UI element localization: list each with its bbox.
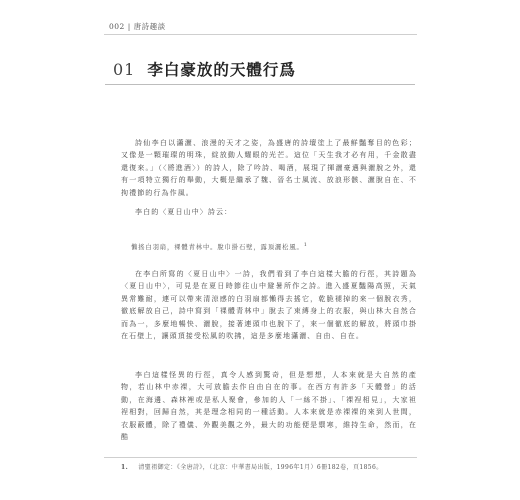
page-number: 002 xyxy=(109,22,125,31)
quote-intro-block xyxy=(121,206,417,218)
chapter-title: 李白豪放的天體行爲 xyxy=(147,60,296,79)
footnote xyxy=(121,462,383,471)
header-rule xyxy=(104,34,417,35)
poem-text: 懶搖白羽扇，裸體青林中。脫巾掛石壁，露頂灑松風。 xyxy=(131,244,304,252)
footnote-number: 1. xyxy=(121,464,129,471)
chapter-number: 01 xyxy=(113,60,136,79)
quote-intro: 李白的〈夏日山中〉詩云： xyxy=(135,208,233,216)
chapter-heading xyxy=(113,58,296,80)
running-header xyxy=(109,21,166,32)
header-separator: | xyxy=(127,22,131,31)
paragraph-3: 李白這樣怪異的行徑，真令人感到驚奇，但是想想，人本來就是大自然的產物，若山林中赤裸，大可放膽去作自由自在的事。在西方有許多「天體營」的活動，在海邊、森林裡或是私人聚會，參加的人「一絲不掛」、「裸裎相見」，大家袒裎相對，回歸自然，其是理念相同的一種活動。人本來就是赤裸裸的來到人世間，衣服蔽體，除了禮儀、外觀美觀之外，最大的功能便是禦寒，維持生命，然而，在酷 xyxy=(121,371,417,442)
paragraph-2: 在李白所寫的〈夏日山中〉一詩，我們看到了李白這樣大膽的行徑，其詩題為〈夏日山中〉，可見是在夏日時節往山中避暑所作之詩。進入盛夏豔陽高照，天氣異常難耐，連可以帶來清涼感的白羽扇都懶得去搖它，乾脆褪掉的來一個脫衣秀，徹底解放自己，詩中寫到「裸體青林中」脫去了束縛身上的衣服，與山林大自然合而為一，多麼地暢快、灑脫，接著連頭巾也脫下了，來一個徹底的解放，將頭巾掛在石壁上，讓頭頂接受松風的吹拂，這是多麼地瀟灑、自由、自在。 xyxy=(121,270,417,341)
book-title: 唐詩趣談 xyxy=(133,22,166,31)
poem-quote xyxy=(131,242,308,251)
footnote-text: 清聖祖御定：《全唐詩》，（北京：中華書局出版，1996年1月）6冊182卷，頁1856。 xyxy=(138,464,383,471)
paragraph-1: 詩仙李白以瀟灑、浪漫的天才之姿，為盛唐的詩壇塗上了最鮮豔奪目的色彩；又像是一顆璀璨的明珠，綻放動人耀眼的光芒。這位「天生我才必有用，千金散盡還復來。」（〈將進酒〉）的詩人，除了吟詩、喝酒，展現了揮灑豪邁與灑脫之外，還有一項特立獨行的舉動，大概是繼承了魏、晉名士風流、放浪形骸、灑脫自在、不拘禮節的行為作風。 xyxy=(121,139,417,197)
title-rule xyxy=(105,84,415,85)
paragraph-3-block xyxy=(121,369,417,443)
footnote-rule xyxy=(104,457,417,458)
footnote-ref[interactable]: 1 xyxy=(303,242,308,248)
paragraph-1-block xyxy=(121,137,417,199)
paragraph-2-block xyxy=(121,268,417,342)
